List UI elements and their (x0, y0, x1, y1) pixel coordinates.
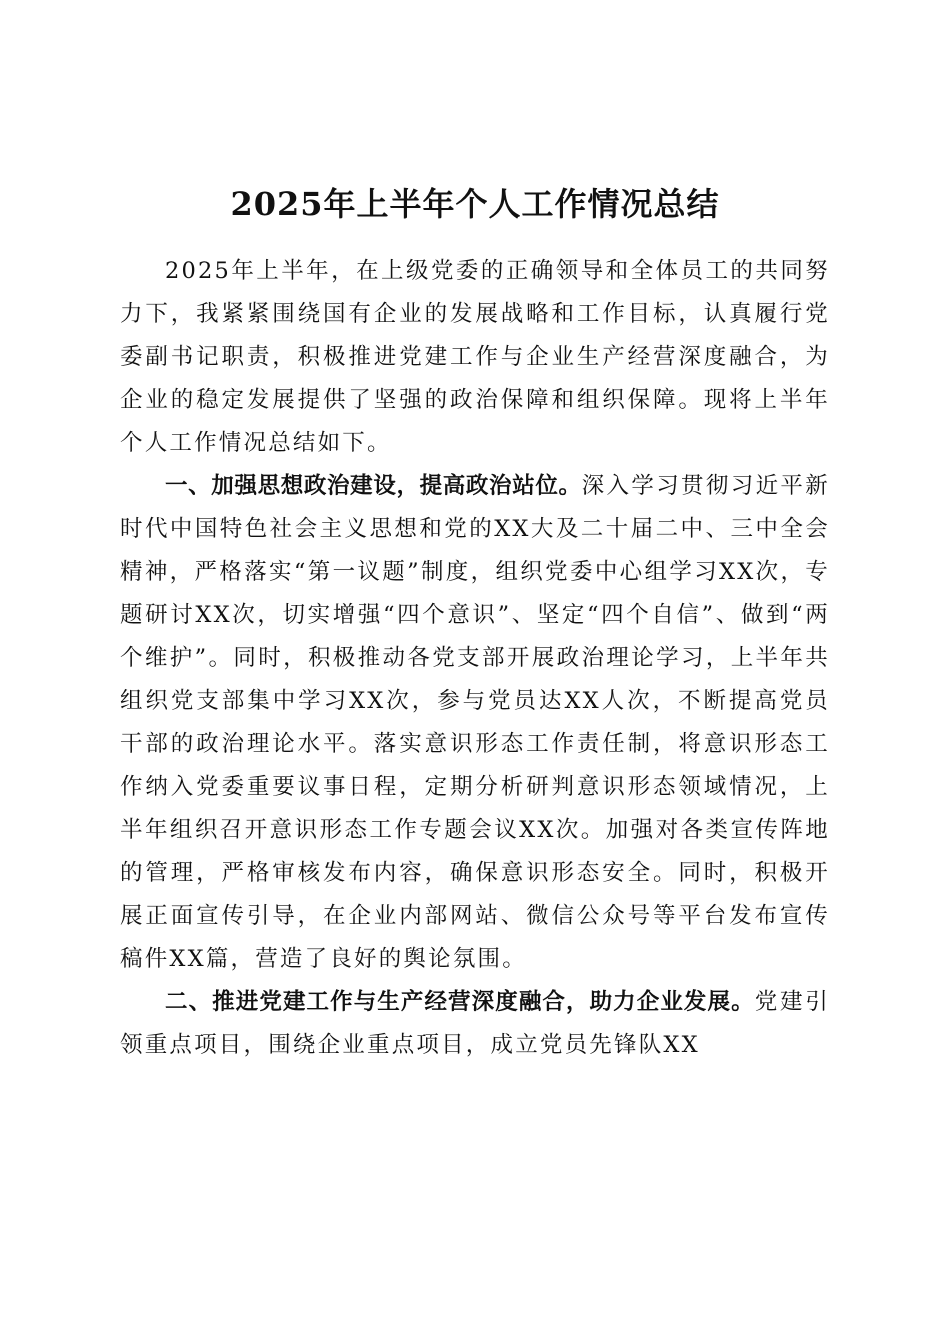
section-paragraph-2 (120, 981, 830, 1067)
intro-paragraph: 2025年上半年，在上级党委的正确领导和全体员工的共同努力下，我紧紧围绕国有企业的发展战略和工作目标，认真履行党委副书记职责，积极推进党建工作与企业生产经营深度融合，为企业的稳定发展提供了坚强的政治保障和组织保障。现将上半年个人工作情况总结如下。 (120, 258, 830, 456)
section-body-1: 深入学习贯彻习近平新时代中国特色社会主义思想和党的XX大及二十届二中、三中全会精神，严格落实“第一议题”制度，组织党委中心组学习XX次，专题研讨XX次，切实增强“四个意识”、坚定“四个自信”、做到“两个维护”。同时，积极推动各党支部开展政治理论学习，上半年共组织党支部集中学习XX次，参与党员达XX人次，不断提高党员干部的政治理论水平。落实意识形态工作责任制，将意识形态工作纳入党委重要议事日程，定期分析研判意识形态领域情况，上半年组织召开意识形态工作专题会议XX次。加强对各类宣传阵地的管理，严格审核发布内容，确保意识形态安全。同时，积极开展正面宣传引导，在企业内部网站、微信公众号等平台发布宣传稿件XX篇，营造了良好的舆论氛围。 (120, 473, 830, 972)
section-paragraph-1 (120, 465, 830, 981)
section-body-2: 党建引领重点项目，围绕企业重点项目，成立党员先锋队XX (120, 989, 830, 1058)
document-body (120, 250, 830, 1067)
section-heading-1: 一、加强思想政治建设，提高政治站位。 (165, 473, 582, 499)
document-title: 2025年上半年个人工作情况总结 (230, 185, 720, 223)
section-heading-2: 二、推进党建工作与生产经营深度融合，助力企业发展。 (165, 989, 755, 1015)
